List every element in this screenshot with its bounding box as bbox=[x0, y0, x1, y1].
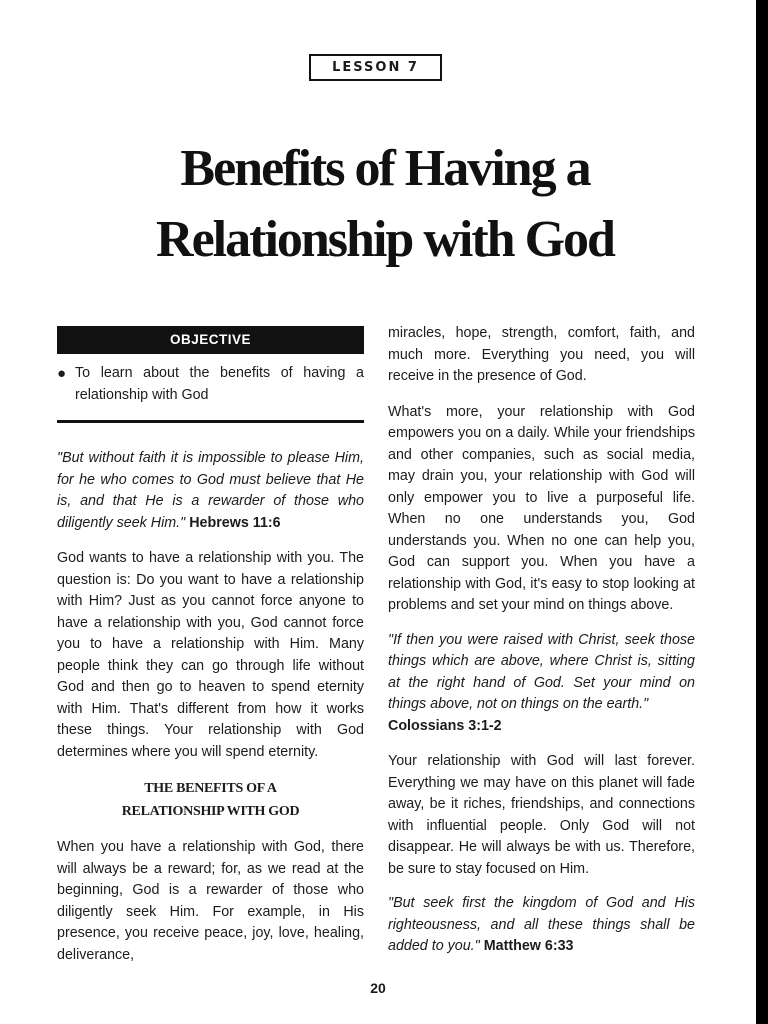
right-column bbox=[388, 323, 695, 958]
quote-reference: Hebrews 11:6 bbox=[189, 514, 281, 531]
body-paragraph-4: Your relationship with God will last forever. Everything we may have on this planet will fade away, be it riches, friendships, and connections with influential people. Only God will not disappear. He will always be with us. Therefore, be sure to stay focused on Him. bbox=[388, 753, 695, 877]
left-column bbox=[57, 326, 364, 966]
title-line-2: Relationship with God bbox=[156, 211, 614, 268]
quote-text: "But without faith it is impossible to please Him, for he who comes to God must believe that He is, and that He is a rewarder of those who diligently seek Him." bbox=[57, 450, 364, 531]
title-line-1: Benefits of Having a bbox=[180, 140, 590, 197]
scripture-quote-colossians bbox=[388, 630, 695, 738]
quote-text: "But seek first the kingdom of God and His righteousness, and all these things shall be added to you." bbox=[388, 895, 695, 954]
objective-item bbox=[57, 363, 364, 406]
page-title bbox=[40, 133, 730, 275]
objective-heading: OBJECTIVE bbox=[57, 326, 364, 354]
bullet-icon: ● bbox=[57, 365, 67, 382]
section-heading-line-2: RELATIONSHIP WITH GOD bbox=[121, 804, 300, 819]
body-paragraph-2: When you have a relationship with God, there will always be a reward; for, as we read at the beginning, God is a rewarder of those who diligently seek Him. For example, in His presence, you receive peace, joy, love, healing, deliverance, bbox=[57, 839, 364, 963]
quote-reference: Matthew 6:33 bbox=[483, 938, 574, 954]
page-number: 20 bbox=[370, 980, 386, 996]
section-heading-line-1: THE BENEFITS OF A bbox=[144, 781, 277, 796]
scripture-quote-matthew bbox=[388, 893, 695, 958]
lesson-tag: LESSON 7 bbox=[309, 54, 442, 81]
objective-text: To learn about the benefits of having a relationship with God bbox=[75, 365, 364, 403]
body-paragraph-3: What's more, your relationship with God empowers you on a daily. While your friendships and other companies, such as social media, may drain you, your relationship with God will only empower you to live a purposeful life. When no one understands you, God understands you. When no one can help you, God can support you. When you have a relationship with God, it's easy to stop looking at problems and set your mind on things above. bbox=[388, 403, 695, 613]
body-paragraph-1: God wants to have a relationship with you. The question is: Do you want to have a relationship with Him? Just as you cannot force anyone to have a relationship with you, God cannot force you to have a relationship with Him. Many people think they can go through life without God and then go to heaven to spend eternity with Him. That's different from how it works these things. Your relationship with God determines where you will spend eternity. bbox=[57, 550, 364, 760]
quote-reference: Colossians 3:1-2 bbox=[388, 717, 502, 734]
quote-text: "If then you were raised with Christ, seek those things which are above, where Christ is, sitting at the right hand of God. Set your mind on things above, not on things on the earth." bbox=[388, 631, 695, 712]
scripture-quote-hebrews bbox=[57, 448, 364, 534]
objective-divider bbox=[57, 420, 364, 423]
section-heading bbox=[57, 777, 364, 823]
body-paragraph-2-continued: miracles, hope, strength, comfort, faith, and much more. Everything you need, you will receive in the presence of God. bbox=[388, 325, 695, 384]
